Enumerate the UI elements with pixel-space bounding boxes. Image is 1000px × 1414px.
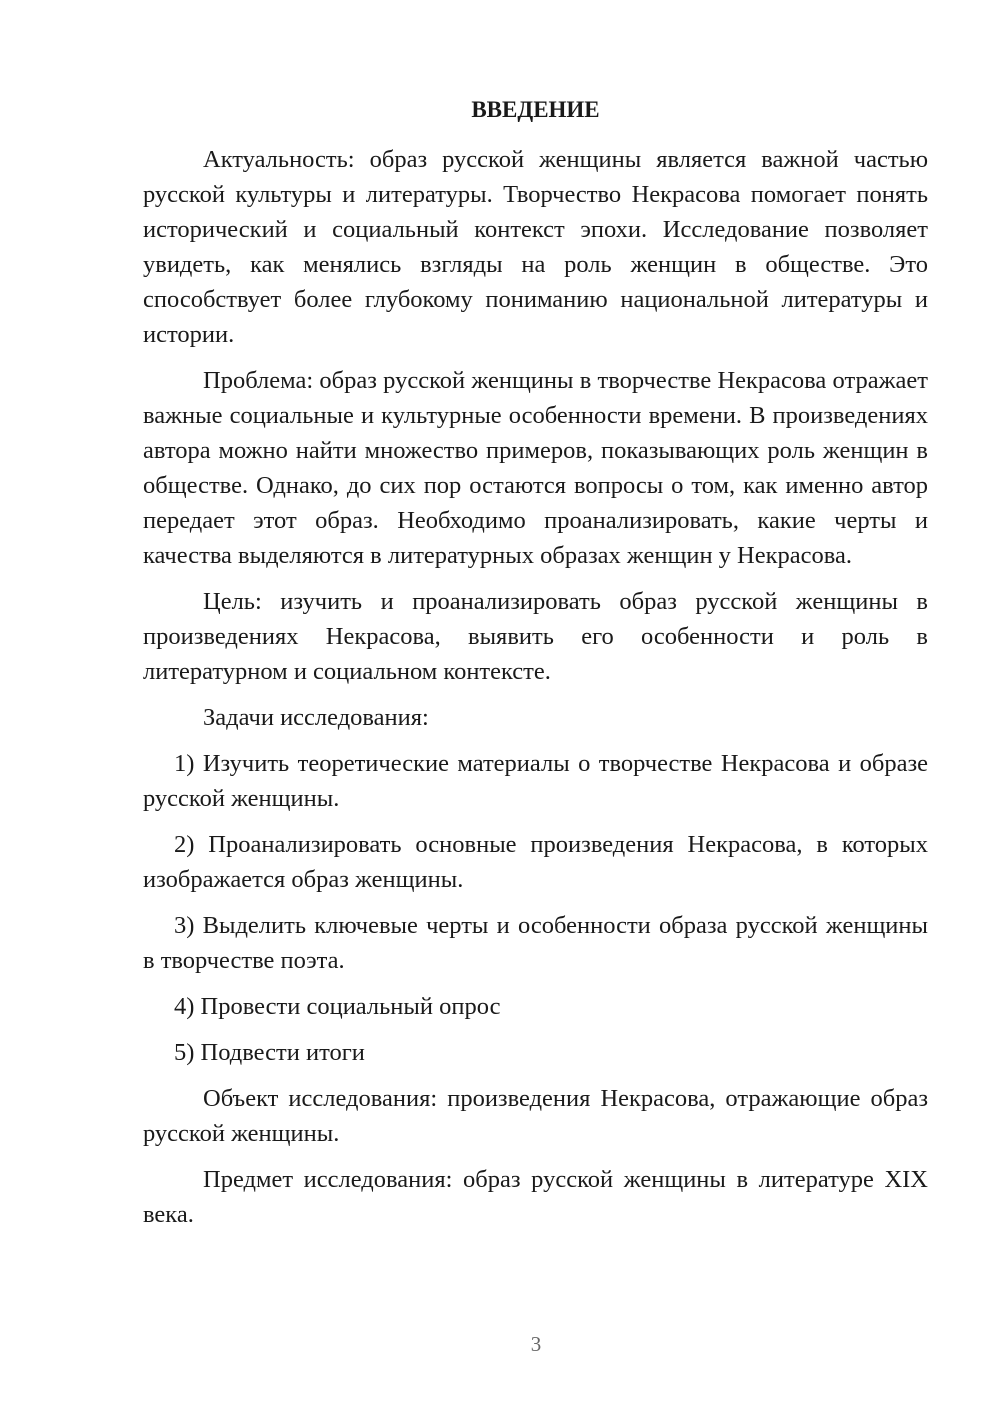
tasks-heading: Задачи исследования:	[203, 704, 429, 731]
task-item-3: 3) Выделить ключевые черты и особенности образа русской женщины в творчестве поэта.	[143, 912, 928, 974]
task-item-5: 5) Подвести итоги	[174, 1039, 365, 1066]
paragraph-relevance: Актуальность: образ русской женщины является важной частью русской культуры и литературы. Творчество Некрасова помогает понять исторический и социальный контекст эпохи. Исследование позволяет увидеть, как менялись взгляды на роль женщин в обществе. Это способствует более глубокому пониманию национальной литературы и истории.	[143, 146, 928, 348]
paragraph-problem: Проблема: образ русской женщины в творчестве Некрасова отражает важные социальные и культурные особенности времени. В произведениях автора можно найти множество примеров, показывающих роль женщин в обществе. Однако, до сих пор остаются вопросы о том, как именно автор передает этот образ. Необходимо проанализировать, какие черты и качества выделяются в литературных образах женщин у Некрасова.	[143, 367, 928, 569]
page-content	[143, 94, 928, 1243]
task-item-1: 1) Изучить теоретические материалы о творчестве Некрасова и образе русской женщины.	[143, 750, 928, 812]
paragraph-goal: Цель: изучить и проанализировать образ русской женщины в произведениях Некрасова, выявить его особенности и роль в литературном и социальном контексте.	[143, 588, 928, 685]
page-number: 3	[530, 1332, 542, 1356]
task-item-2: 2) Проанализировать основные произведения Некрасова, в которых изображается образ женщины.	[143, 831, 928, 893]
paragraph-subject: Предмет исследования: образ русской женщины в литературе XIX века.	[143, 1166, 928, 1228]
section-title: ВВЕДЕНИЕ	[471, 97, 600, 122]
paragraph-object: Объект исследования: произведения Некрасова, отражающие образ русской женщины.	[143, 1085, 928, 1147]
task-item-4: 4) Провести социальный опрос	[174, 993, 501, 1020]
